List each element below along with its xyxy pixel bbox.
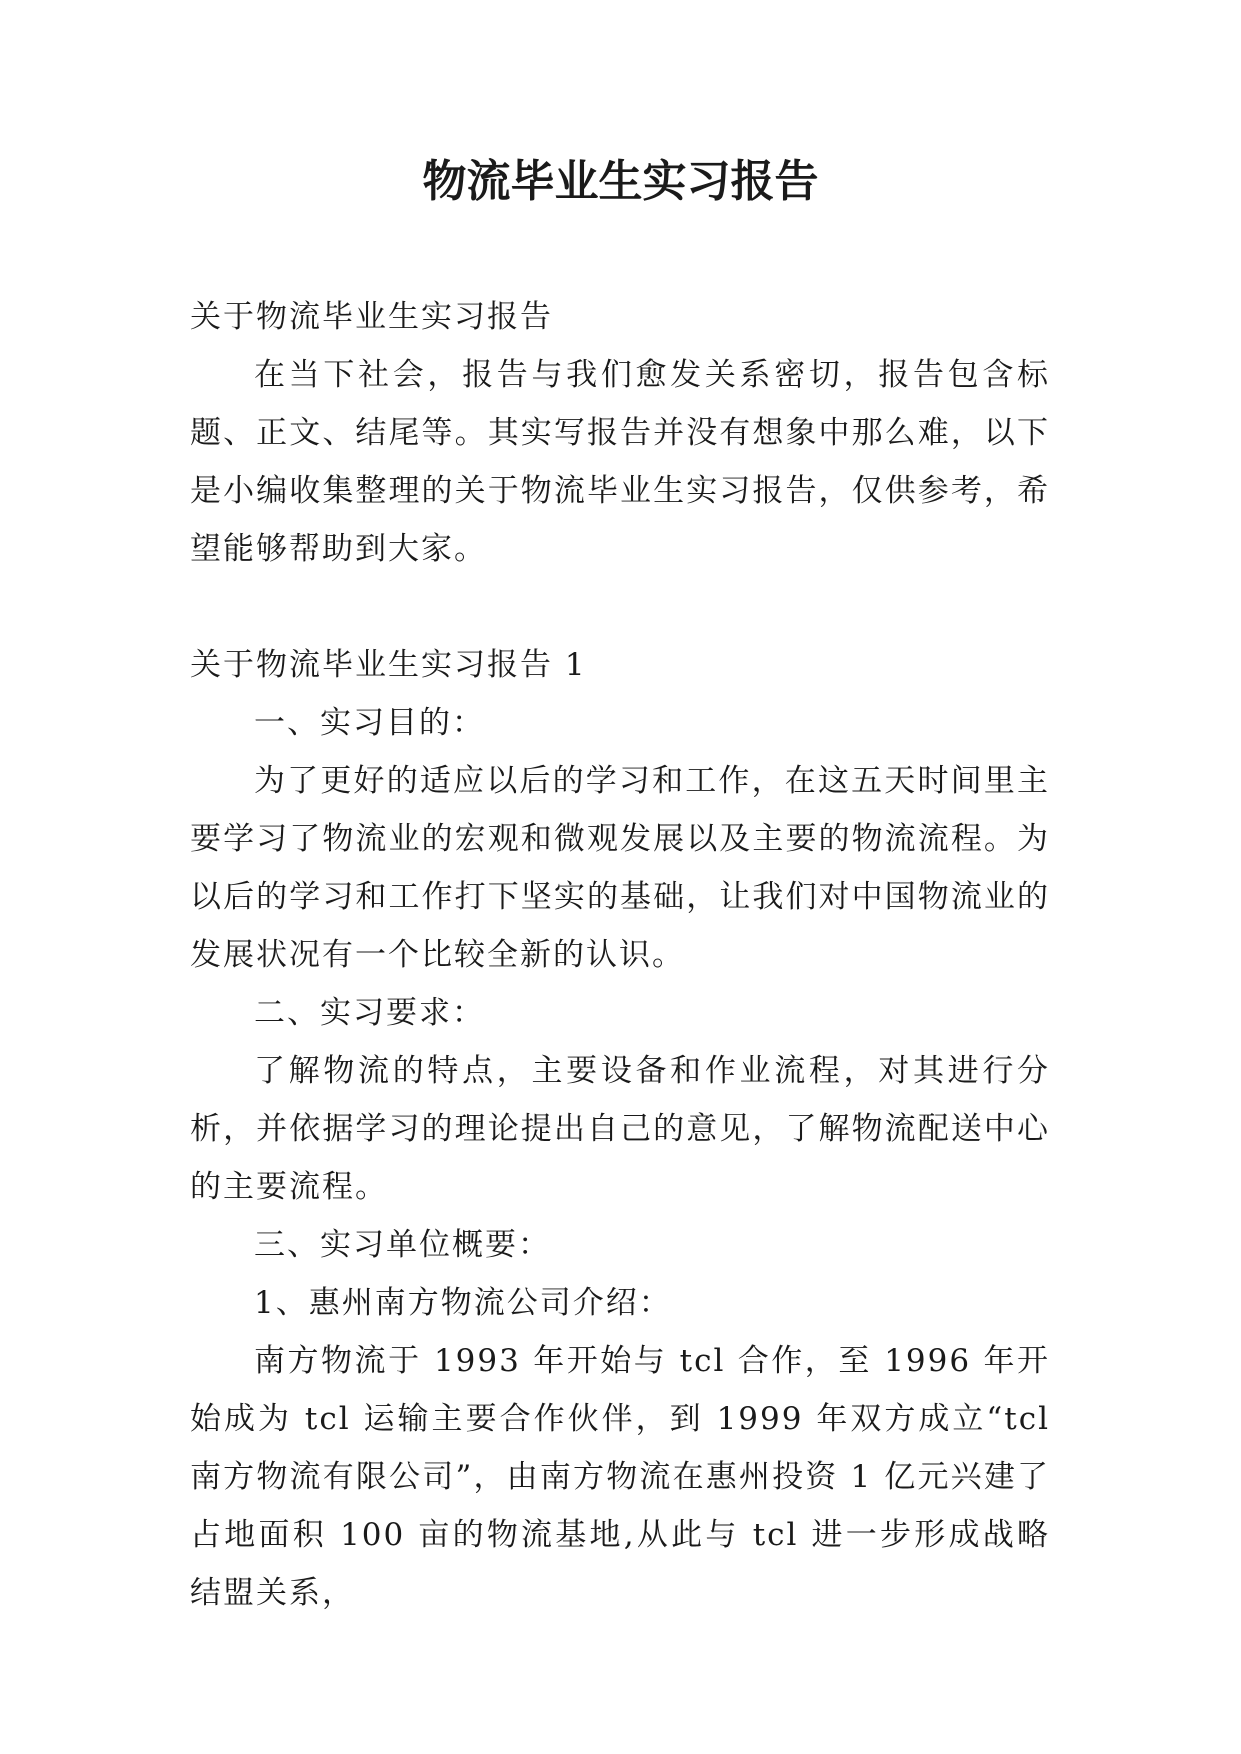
section-heading: 关于物流毕业生实习报告 1 — [190, 647, 587, 683]
subheading-requirements: 二、实习要求： — [254, 995, 485, 1031]
intro-heading: 关于物流毕业生实习报告 — [190, 299, 553, 335]
document-body — [190, 288, 1050, 1622]
subheading-purpose: 一、实习目的： — [254, 705, 485, 741]
intro-paragraph: 在当下社会，报告与我们愈发关系密切，报告包含标题、正文、结尾等。其实写报告并没有想象中那么难，以下是小编收集整理的关于物流毕业生实习报告，仅供参考，希望能够帮助到大家。 — [190, 357, 1050, 567]
paragraph-requirements: 了解物流的特点，主要设备和作业流程，对其进行分析，并依据学习的理论提出自己的意见，了解物流配送中心的主要流程。 — [190, 1053, 1050, 1205]
document-title: 物流毕业生实习报告 — [422, 156, 819, 207]
paragraph-company-intro: 南方物流于 1993 年开始与 tcl 合作，至 1996 年开始成为 tcl 运输主要合作伙伴，到 1999 年双方成立“tcl 南方物流有限公司”，由南方物流在惠州投资 1 亿元兴建了占地面积 100 亩的物流基地,从此与 tcl 进一步形成战略结盟关系， — [190, 1343, 1050, 1611]
subheading-company-overview: 三、实习单位概要： — [254, 1227, 551, 1263]
paragraph-purpose: 为了更好的适应以后的学习和工作，在这五天时间里主要学习了物流业的宏观和微观发展以及主要的物流流程。为以后的学习和工作打下坚实的基础，让我们对中国物流业的发展状况有一个比较全新的认识。 — [190, 763, 1050, 973]
subheading-company-intro: 1、惠州南方物流公司介绍： — [254, 1285, 672, 1321]
